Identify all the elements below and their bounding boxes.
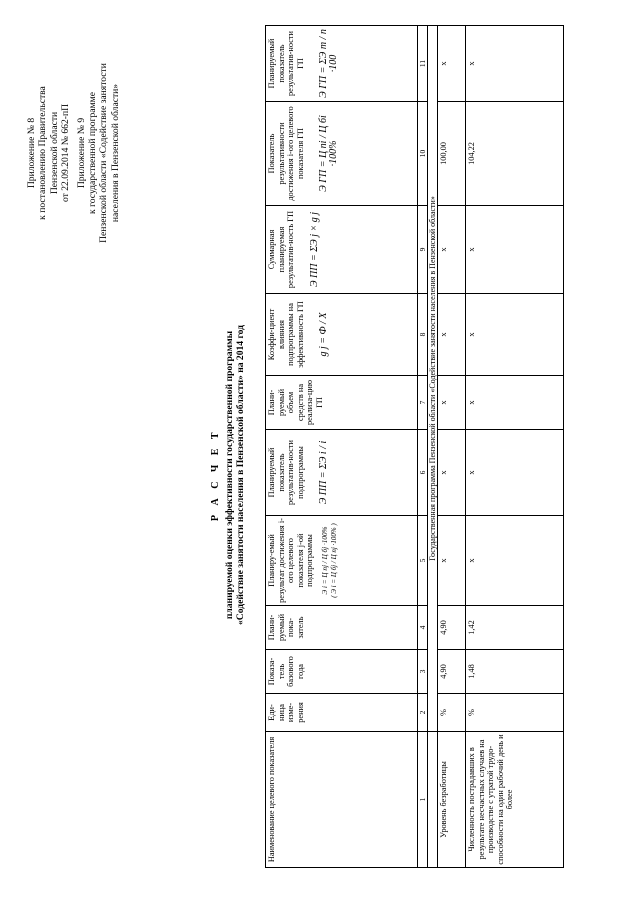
table-cell: х <box>438 430 466 516</box>
table-cell: х <box>466 516 564 606</box>
column-number: 1 <box>418 732 428 868</box>
table-header-row <box>266 26 418 868</box>
appendix-line: Приложение № 9 <box>75 117 87 189</box>
appendix-line: населения в Пензенской области» <box>109 83 121 223</box>
column-number: 5 <box>418 516 428 606</box>
formula: Э i = Ц пj / Ц бj ·100% <box>320 526 329 595</box>
table-row <box>438 26 466 868</box>
column-number: 6 <box>418 430 428 516</box>
column-number: 2 <box>418 694 428 732</box>
appendix-block <box>26 13 121 293</box>
formula: Э ГП = ΣЭ m / n ·100 <box>318 29 339 98</box>
table-row <box>466 26 564 868</box>
column-number: 9 <box>418 206 428 294</box>
table-cell: % <box>466 694 564 732</box>
header-cell: Еди-ница изме-рения <box>266 694 418 732</box>
document-subtitle: планируемой оценки эффективности государственной программы <box>223 330 235 620</box>
header-cell: Плани-руемый объем средств на реализа-цию ГП <box>266 376 418 430</box>
table-cell: % <box>438 694 466 732</box>
header-cell: Планиру-емый результат достижения i-ого целевого показателя j-ой подпрограммы Э i = Ц пj / Ц бj ·100% ( Э i = Ц бj / Ц пj ·100% ) <box>266 516 418 606</box>
appendix-line: Приложение № 8 <box>26 117 37 189</box>
appendix-line: к постановлению Правительства <box>37 86 49 220</box>
column-number: 8 <box>418 294 428 376</box>
table-cell: 4,90 <box>438 606 466 650</box>
formula: Э ГП = Ц пi / Ц бi ·100% <box>318 115 339 192</box>
table-cell: 4,90 <box>438 650 466 694</box>
formula: Э ПП = ΣЭ j × g j <box>308 211 320 288</box>
formula: Э ПП = ΣЭ i / i <box>318 440 330 505</box>
table-cell: х <box>466 430 564 516</box>
document-subtitle: «Содействие занятости населения в Пензенской области» на 2014 год <box>235 325 246 625</box>
empty-cell <box>428 732 438 868</box>
table-cell: 1,48 <box>466 650 564 694</box>
table-cell: Численность пострадавших в результате несчастных случаев на производстве с утратой трудо-способности на один рабочий день и более <box>466 732 564 868</box>
header-cell: Планируемый показатель результатив-ности ГП Э ГП = ΣЭ m / n ·100 <box>266 26 418 102</box>
table-cell: Уровень безработицы <box>438 732 466 868</box>
header-cell: Наименование целевого показателя <box>266 732 418 868</box>
table-cell: х <box>438 294 466 376</box>
column-number: 11 <box>418 26 428 102</box>
table-cell: х <box>466 26 564 102</box>
table-cell: х <box>466 294 564 376</box>
table-cell: х <box>466 376 564 430</box>
document-title: Р А С Ч Е Т <box>210 428 221 522</box>
appendix-line: Пензенской области <box>48 111 60 195</box>
appendix-line: от 22.09.2014 № 662-пП <box>60 103 72 203</box>
header-cell: Плани-руемый пока-затель <box>266 606 418 650</box>
header-cell: Коэффи-циент влияния подпрограммы на эффективность ГП g j = Ф / Х <box>266 294 418 376</box>
efficiency-table <box>265 25 564 868</box>
table-cell: х <box>438 26 466 102</box>
program-title-row <box>428 26 438 868</box>
column-number: 4 <box>418 606 428 650</box>
table-cell: х <box>438 376 466 430</box>
formula: g j = Ф / Х <box>318 312 330 357</box>
table-cell: 1,42 <box>466 606 564 650</box>
formula: ( Э i = Ц бj / Ц пj ·100% ) <box>329 523 338 598</box>
header-cell: Планируемый показатель результатив-ности подпрограммы Э ПП = ΣЭ i / i <box>266 430 418 516</box>
table-cell: х <box>438 206 466 294</box>
column-number-row <box>418 26 428 868</box>
appendix-line: Пензенской области «Содействие занятости <box>98 63 110 243</box>
column-number: 10 <box>418 102 428 206</box>
program-title: Государственная программа Пензенской области «Содействие занятости населения в Пензенской области» <box>428 26 438 732</box>
column-number: 3 <box>418 650 428 694</box>
table-cell: 104,22 <box>466 102 564 206</box>
table-cell: х <box>438 516 466 606</box>
header-cell: Суммарная планируемая результатив-ность ГП Э ПП = ΣЭ j × g j <box>266 206 418 294</box>
appendix-line: к государственной программе <box>87 92 99 214</box>
column-number: 7 <box>418 376 428 430</box>
header-cell: Показа-тель базового года <box>266 650 418 694</box>
table-cell: х <box>466 206 564 294</box>
table-cell: 100,00 <box>438 102 466 206</box>
header-cell: Показатель результативности достижения i-ого целевого показателя ГП Э ГП = Ц пi / Ц бi ·100% <box>266 102 418 206</box>
document-heading <box>210 215 247 735</box>
